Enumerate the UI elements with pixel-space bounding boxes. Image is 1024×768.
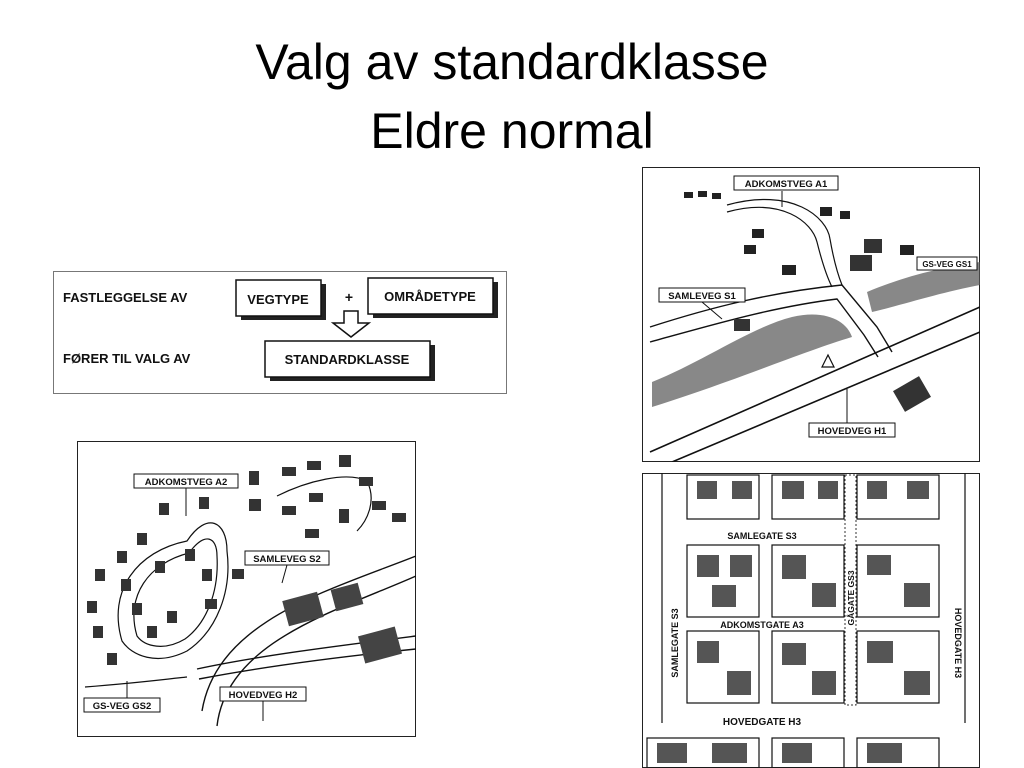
label-gagate-gs3: GÅGATE GS3: [846, 570, 856, 626]
house: [850, 255, 872, 271]
label-gs-veg-gs2: GS-VEG GS2: [92, 701, 152, 712]
building: [782, 555, 806, 579]
building: [904, 671, 930, 695]
house: [840, 211, 850, 219]
house: [95, 569, 105, 581]
flow-row2-label: FØRER TIL VALG AV: [63, 351, 191, 366]
building: [867, 481, 887, 499]
house: [159, 503, 169, 515]
house: [372, 501, 386, 510]
building: [812, 583, 836, 607]
vegtype-label: VEGTYPE: [247, 292, 309, 307]
building: [712, 743, 747, 763]
building: [812, 671, 836, 695]
omradetype-label: OMRÅDETYPE: [384, 289, 476, 304]
house: [282, 467, 296, 476]
house: [305, 529, 319, 538]
slide-title-line-2: Eldre normal: [370, 103, 654, 159]
house: [359, 477, 373, 486]
house: [167, 611, 177, 623]
building: [697, 481, 717, 499]
plus-sign: +: [344, 289, 354, 305]
house: [202, 569, 212, 581]
house: [900, 245, 914, 255]
house: [137, 533, 147, 545]
map-urban: [642, 473, 980, 768]
house: [752, 229, 764, 238]
standardklasse-label: STANDARDKLASSE: [284, 352, 410, 367]
building: [904, 583, 930, 607]
house: [205, 599, 217, 609]
map-urban-drawing: [642, 473, 980, 768]
building: [782, 743, 812, 763]
building: [730, 555, 752, 577]
label-samleveg-s1: SAMLEVEG S1: [668, 291, 736, 302]
house: [117, 551, 127, 563]
house: [684, 192, 693, 198]
label-adkomstveg-a2: ADKOMSTVEG A2: [144, 477, 228, 488]
house: [307, 461, 321, 470]
house: [309, 493, 323, 502]
label-hovedveg-h2: HOVEDVEG H2: [228, 690, 298, 701]
house: [87, 601, 97, 613]
slide-title-line-1: Valg av standardklasse: [255, 34, 769, 90]
map-rural: [642, 167, 980, 462]
house: [392, 513, 406, 522]
label-samlegate-s3-left: SAMLEGATE S3: [670, 608, 680, 678]
flow-diagram: [53, 271, 507, 394]
house: [282, 506, 296, 515]
label-samlegate-s3-top: SAMLEGATE S3: [727, 531, 797, 541]
house: [147, 626, 157, 638]
building: [657, 743, 687, 763]
house: [249, 499, 261, 511]
house: [249, 471, 259, 485]
house: [199, 497, 209, 509]
building: [867, 743, 902, 763]
label-hovedgate-h3-right: HOVEDGATE H3: [953, 607, 963, 679]
house: [132, 603, 142, 615]
building: [867, 641, 893, 663]
house: [744, 245, 756, 254]
house: [93, 626, 103, 638]
building: [727, 671, 751, 695]
house: [339, 509, 349, 523]
map-suburban-drawing: [77, 441, 416, 737]
building: [907, 481, 929, 499]
flow-row1-label: FASTLEGGELSE AV: [63, 290, 188, 305]
map-urban-frame: [643, 474, 980, 768]
building: [697, 555, 719, 577]
house: [155, 561, 165, 573]
house: [864, 239, 882, 253]
building: [732, 481, 752, 499]
label-hovedgate-h3-bottom: HOVEDGATE H3: [722, 717, 802, 728]
house: [698, 191, 707, 197]
map-rural-drawing: [642, 167, 980, 462]
map-suburban: [77, 441, 416, 737]
building: [867, 555, 891, 575]
house: [782, 265, 796, 275]
house: [185, 549, 195, 561]
building: [782, 643, 806, 665]
building: [782, 481, 804, 499]
house: [339, 455, 351, 467]
label-hovedveg-h1: HOVEDVEG H1: [817, 426, 887, 437]
house: [107, 653, 117, 665]
house: [734, 319, 750, 331]
label-gs-veg-gs1: GS-VEG GS1: [922, 260, 972, 269]
label-samleveg-s2: SAMLEVEG S2: [253, 554, 321, 565]
building: [712, 585, 736, 607]
building: [818, 481, 838, 499]
label-adkomstveg-a1: ADKOMSTVEG A1: [744, 179, 828, 190]
house: [121, 579, 131, 591]
flow-diagram-drawing: [53, 271, 507, 394]
house: [712, 193, 721, 199]
house: [232, 569, 244, 579]
label-adkomstgate-a3: ADKOMSTGATE A3: [720, 620, 804, 630]
building: [697, 641, 719, 663]
house: [820, 207, 832, 216]
